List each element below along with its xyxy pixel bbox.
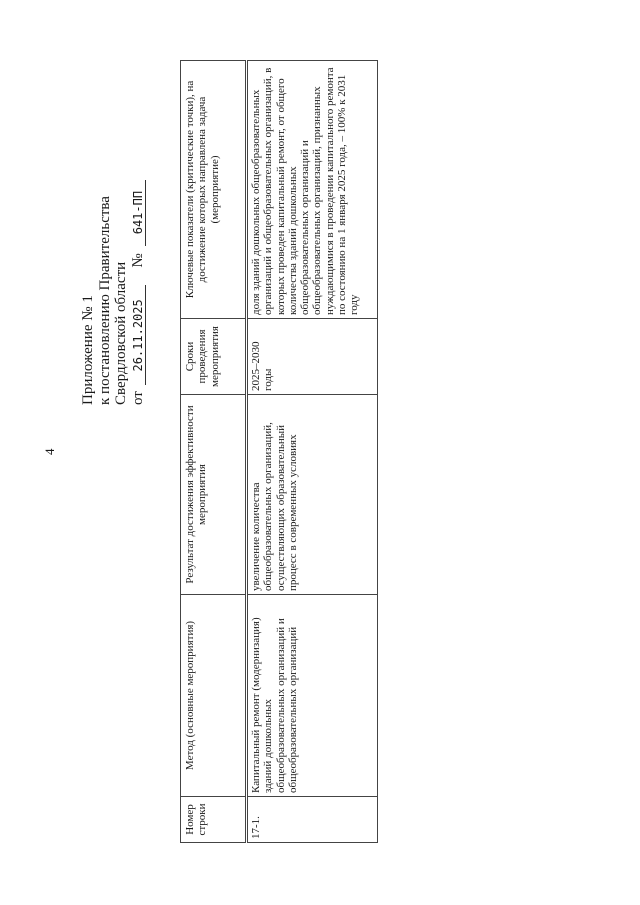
approval-block xyxy=(80,145,146,405)
from-label: от xyxy=(129,391,146,405)
cell-period: 2025–2030 годы xyxy=(247,319,378,395)
approval-title: Приложение № 1 xyxy=(80,295,96,405)
header-result: Результат достижения эффективности мероприятия xyxy=(181,395,247,595)
resolution-number: 641-ПП xyxy=(132,180,146,246)
page-number: 4 xyxy=(42,448,57,455)
cell-result: увеличение количества общеобразовательных организаций, осуществляющих образовательный процесс в современных условиях xyxy=(247,395,378,595)
table-header-row xyxy=(181,61,247,843)
cell-method: Капитальный ремонт (модернизация) зданий дошкольных общеобразовательных организаций и общеобразовательных организаций xyxy=(247,595,378,797)
approval-date-line xyxy=(130,145,147,405)
header-row-number: Номер строки xyxy=(181,797,247,843)
table-row xyxy=(247,61,378,843)
cell-indicators: доля зданий дошкольных общеобразовательных организаций и общеобразовательных организаций, в которых проведен капитальный ремонт, от общего количества зданий дошкольных общеобразовательных организаций и общеобразовательных организаций, признанных нуждающимися в проведении капитального ремонта по состоянию на 1 января 2025 года, – 100% к 2031 году xyxy=(247,61,378,319)
header-method: Метод (основные мероприятия) xyxy=(181,595,247,797)
measures-table xyxy=(180,60,378,843)
number-label: № xyxy=(129,253,146,268)
resolution-date: 26.11.2025 xyxy=(132,285,146,385)
header-indicators: Ключевые показатели (критические точки), на достижение которых направлена задача (мероприятие) xyxy=(181,61,247,319)
approval-region: Свердловской области xyxy=(113,261,129,405)
approval-resolution: к постановлению Правительства xyxy=(96,196,113,405)
header-period: Сроки проведения мероприятия xyxy=(181,319,247,395)
cell-row-number: 17-1. xyxy=(247,797,378,843)
